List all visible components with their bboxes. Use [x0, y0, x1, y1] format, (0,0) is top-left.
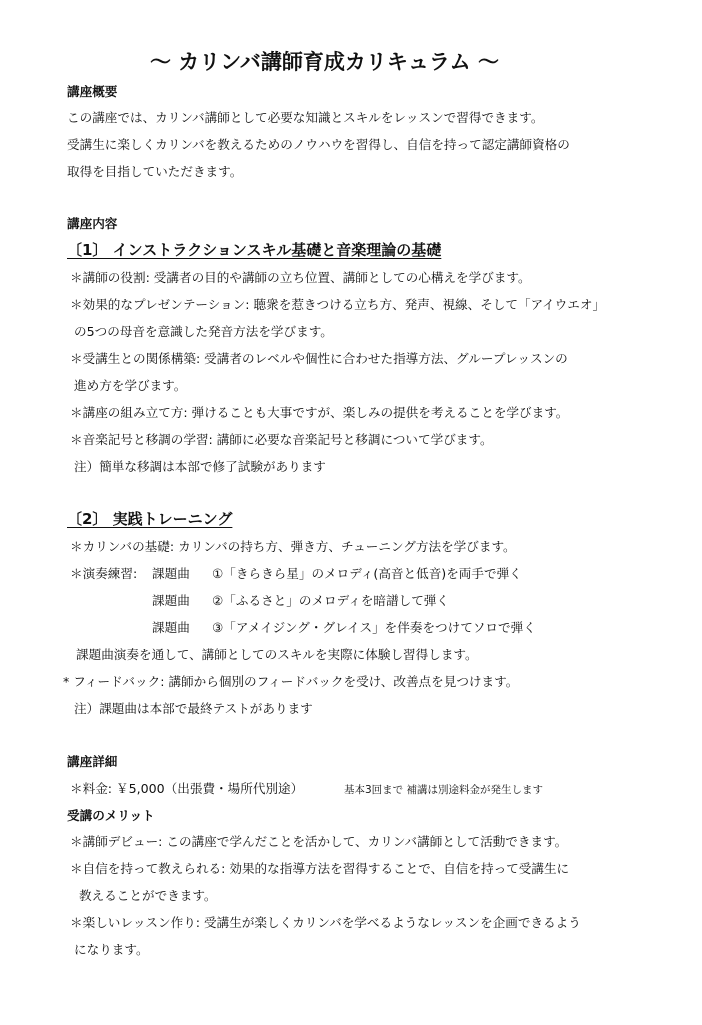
section2-title: 〔2〕 実践トレーニング: [67, 510, 233, 528]
section1-line: ＊講師の役割: 受講者の目的や講師の立ち位置、講師としての心構えを学びます。: [70, 270, 531, 285]
page-title: ～ カリンバ講師育成カリキュラム ～: [150, 50, 499, 74]
merit-line: 教えることができます。: [79, 888, 217, 903]
section1-line: ＊効果的なプレゼンテーション: 聴衆を惹きつける立ち方、発声、視線、そして「アイウエオ」: [70, 297, 606, 312]
details-heading: 講座詳細: [67, 754, 118, 769]
fee-line: ＊料金: ￥5,000（出張費・場所代別途）: [70, 781, 304, 796]
section1-line: の5つの母音を意識した発音方法を学びます。: [74, 324, 333, 339]
piece-label: 課題曲: [152, 593, 190, 608]
piece-text: ②「ふるさと」のメロディを暗譜して弾く: [212, 593, 449, 608]
practice-label: ＊演奏練習:: [70, 566, 138, 581]
piece-label: 課題曲: [152, 620, 190, 635]
overview-line: この講座では、カリンバ講師として必要な知識とスキルをレッスンで習得できます。: [67, 110, 544, 125]
merit-line: になります。: [74, 942, 149, 957]
merit-line: ＊楽しいレッスン作り: 受講生が楽しくカリンバを学べるようなレッスンを企画できるよう: [70, 915, 581, 930]
section1-line: ＊音楽記号と移調の学習: 講師に必要な音楽記号と移調について学びます。: [70, 432, 493, 447]
section2-note: 注）課題曲は本部で最終テストがあります: [74, 701, 313, 716]
section1-line: ＊受講生との関係構築: 受講者のレベルや個性に合わせた指導方法、グループレッスンの: [70, 351, 568, 366]
overview-heading: 講座概要: [67, 84, 118, 99]
overview-line: 取得を目指していただきます。: [67, 164, 243, 179]
section1-title: 〔1〕 インストラクションスキル基礎と音楽理論の基礎: [67, 241, 442, 259]
section2-feedback: * フィードバック: 講師から個別のフィードバックを受け、改善点を見つけます。: [63, 674, 519, 689]
piece-label: 課題曲: [152, 566, 190, 581]
section2-summary: 課題曲演奏を通して、講師としてのスキルを実際に体験し習得します。: [76, 647, 478, 662]
merits-heading: 受講のメリット: [67, 808, 155, 823]
content-heading: 講座内容: [67, 216, 118, 231]
section1-note: 注）簡単な移調は本部で修了試験があります: [74, 459, 326, 474]
merit-line: ＊自信を持って教えられる: 効果的な指導方法を習得することで、自信を持って受講生に: [70, 861, 570, 876]
merit-line: ＊講師デビュー: この講座で学んだことを活かして、カリンバ講師として活動できます。: [70, 834, 568, 849]
overview-line: 受講生に楽しくカリンバを教えるためのノウハウを習得し、自信を持って認定講師資格の: [67, 137, 570, 152]
section1-line: 進め方を学びます。: [74, 378, 187, 393]
piece-text: ③「アメイジング・グレイス」を伴奏をつけてソロで弾く: [212, 620, 536, 635]
fee-note: 基本3回まで 補講は別途料金が発生します: [344, 784, 544, 796]
piece-text: ①「きらきら星」のメロディ(高音と低音)を両手で弾く: [212, 566, 522, 581]
section2-basics: ＊カリンバの基礎: カリンバの持ち方、弾き方、チューニング方法を学びます。: [70, 539, 516, 554]
section1-line: ＊講座の組み立て方: 弾けることも大事ですが、楽しみの提供を考えることを学びます。: [70, 405, 569, 420]
